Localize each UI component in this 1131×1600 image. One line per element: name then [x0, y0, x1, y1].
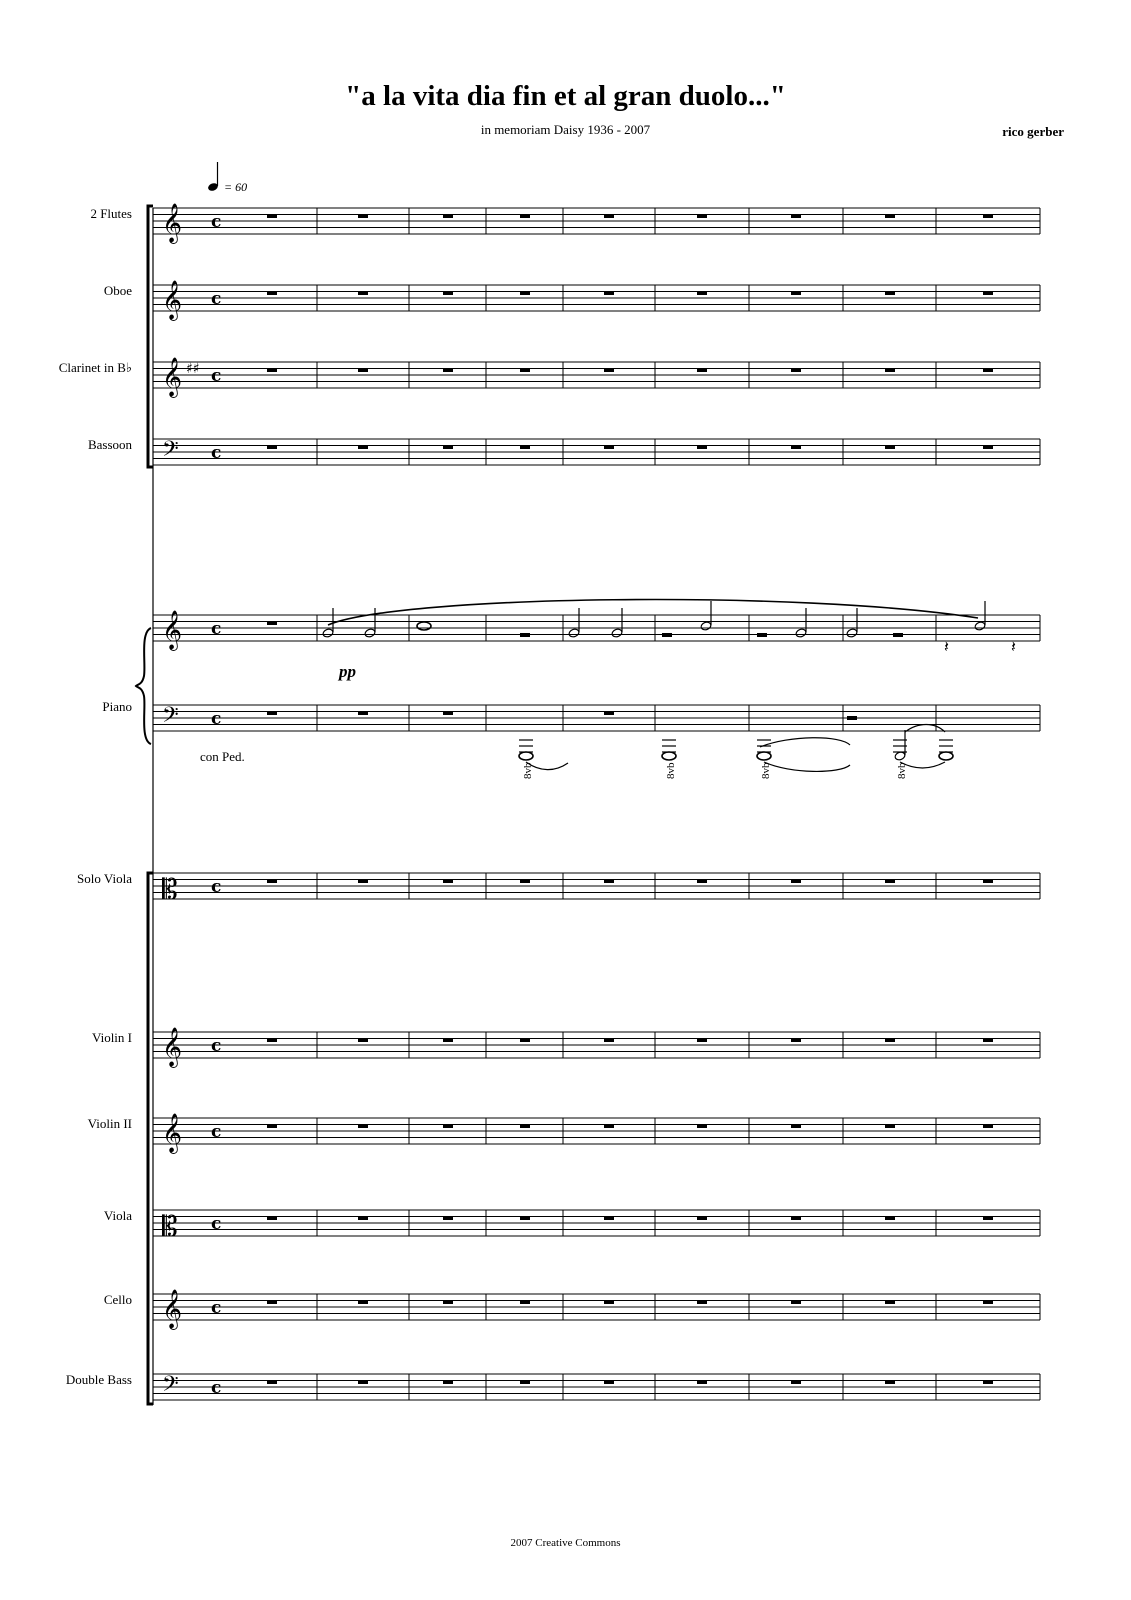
whole-rest-icon	[267, 214, 277, 218]
woodwind-bracket	[148, 206, 153, 467]
svg-text:8vb: 8vb	[665, 762, 677, 779]
whole-rest-icon	[358, 1216, 368, 1220]
whole-rest-icon	[358, 1300, 368, 1304]
whole-rest-icon	[791, 1038, 801, 1042]
whole-rest-icon	[358, 368, 368, 372]
staff	[153, 1372, 1040, 1402]
whole-rest-icon	[604, 1124, 614, 1128]
common-time-icon: c	[211, 1036, 222, 1056]
svg-text:8vb: 8vb	[522, 762, 534, 779]
whole-rest-icon	[267, 879, 277, 883]
instrument-label: Cello	[103, 1292, 132, 1307]
whole-rest-icon	[443, 1216, 453, 1220]
whole-rest-icon	[983, 1216, 993, 1220]
whole-rest-icon	[267, 1038, 277, 1042]
whole-rest-icon	[697, 1216, 707, 1220]
whole-rest-icon	[885, 1216, 895, 1220]
whole-rest-icon	[697, 1124, 707, 1128]
common-time-icon: c	[211, 619, 222, 639]
whole-rest-icon	[697, 214, 707, 218]
key-signature-icon: ♯♯	[186, 361, 200, 377]
staff	[153, 610, 1040, 651]
instrument-label: Solo Viola	[77, 871, 132, 886]
whole-rest-icon	[604, 291, 614, 295]
whole-rest-icon	[267, 1124, 277, 1128]
whole-rest-icon	[604, 1300, 614, 1304]
staff	[153, 280, 1040, 321]
whole-rest-icon	[520, 214, 530, 218]
whole-rest-icon	[520, 1216, 530, 1220]
whole-rest-icon	[443, 1380, 453, 1384]
whole-rest-icon	[791, 291, 801, 295]
instrument-label: Clarinet in B♭	[58, 360, 132, 375]
instrument-label: Bassoon	[87, 437, 132, 452]
whole-rest-icon	[358, 1380, 368, 1384]
whole-rest-icon	[267, 445, 277, 449]
whole-rest-icon	[791, 1124, 801, 1128]
staff	[153, 1289, 1040, 1330]
whole-rest-icon	[604, 445, 614, 449]
whole-rest-icon	[791, 1216, 801, 1220]
common-time-icon: c	[211, 443, 222, 463]
treble-clef-icon: 𝄞	[162, 610, 183, 650]
common-time-icon: c	[211, 212, 222, 232]
whole-rest-icon	[983, 291, 993, 295]
whole-rest-icon	[267, 1216, 277, 1220]
score-subtitle: in memoriam Daisy 1936 - 2007	[480, 122, 651, 137]
whole-rest-icon	[885, 1300, 895, 1304]
whole-rest-icon	[267, 368, 277, 372]
whole-rest-icon	[983, 1300, 993, 1304]
common-time-icon: c	[211, 1122, 222, 1142]
whole-rest-icon	[604, 711, 614, 715]
tempo-marking	[207, 162, 247, 194]
whole-rest-icon	[604, 1216, 614, 1220]
whole-rest-icon	[520, 291, 530, 295]
whole-rest-icon	[983, 214, 993, 218]
whole-rest-icon	[983, 1124, 993, 1128]
whole-rest-icon	[520, 445, 530, 449]
whole-rest-icon	[358, 1038, 368, 1042]
alto-clef-icon: 𝄡	[162, 1210, 178, 1243]
whole-rest-icon	[791, 445, 801, 449]
whole-rest-icon	[267, 1300, 277, 1304]
whole-rest-icon	[443, 291, 453, 295]
whole-rest-icon	[443, 445, 453, 449]
whole-rest-icon	[443, 879, 453, 883]
staff	[153, 703, 1040, 733]
whole-rest-icon	[885, 368, 895, 372]
staff	[153, 437, 1040, 467]
svg-text:8vb: 8vb	[896, 762, 908, 779]
svg-text:8vb: 8vb	[760, 762, 772, 779]
treble-clef-icon: 𝄞	[162, 203, 183, 243]
piano-left-hand-notes	[519, 716, 953, 779]
composer-name: rico gerber	[1002, 124, 1064, 139]
treble-clef-icon: 𝄞	[162, 1027, 183, 1067]
treble-clef-icon: 𝄞	[162, 1113, 183, 1153]
whole-rest-icon	[443, 1038, 453, 1042]
whole-rest-icon	[983, 1380, 993, 1384]
common-time-icon: c	[211, 1298, 222, 1318]
whole-rest-icon	[885, 1124, 895, 1128]
common-time-icon: c	[211, 366, 222, 386]
whole-rest-icon	[358, 1124, 368, 1128]
instrument-label: 2 Flutes	[90, 206, 132, 221]
whole-rest-icon	[791, 368, 801, 372]
whole-rest-icon	[604, 1380, 614, 1384]
whole-rest-icon	[791, 879, 801, 883]
instrument-label: Violin I	[91, 1030, 132, 1045]
instrument-label: Oboe	[103, 283, 132, 298]
whole-rest-icon	[604, 368, 614, 372]
whole-rest-icon	[604, 1038, 614, 1042]
strings-bracket	[148, 873, 153, 1404]
piano-brace	[136, 628, 151, 744]
whole-rest-icon	[604, 214, 614, 218]
whole-rest-icon	[697, 445, 707, 449]
score-title: "a la vita dia fin et al gran duolo..."	[345, 80, 786, 112]
whole-rest-icon	[443, 711, 453, 715]
staff	[153, 1113, 1040, 1154]
treble-clef-icon: 𝄞	[162, 1289, 183, 1329]
staff	[153, 873, 1040, 906]
instrument-label: Double Bass	[65, 1372, 132, 1387]
bass-clef-icon: 𝄢	[162, 437, 179, 467]
whole-rest-icon	[791, 214, 801, 218]
whole-rest-icon	[267, 291, 277, 295]
whole-rest-icon	[520, 1124, 530, 1128]
whole-rest-icon	[604, 879, 614, 883]
svg-text:𝄽: 𝄽	[944, 637, 949, 656]
piano-dynamic: pp	[339, 662, 356, 681]
whole-rest-icon	[983, 1038, 993, 1042]
instrument-label: Violin II	[87, 1116, 132, 1131]
whole-rest-icon	[697, 1300, 707, 1304]
whole-rest-icon	[520, 879, 530, 883]
staff	[153, 203, 1040, 244]
instrument-label: Piano	[102, 699, 132, 714]
staff	[153, 1027, 1040, 1068]
whole-rest-icon	[885, 879, 895, 883]
whole-rest-icon	[983, 368, 993, 372]
whole-rest-icon	[983, 445, 993, 449]
whole-rest-icon	[520, 1038, 530, 1042]
whole-rest-icon	[443, 1124, 453, 1128]
common-time-icon: c	[211, 709, 222, 729]
whole-rest-icon	[358, 291, 368, 295]
whole-rest-icon	[791, 1300, 801, 1304]
whole-rest-icon	[520, 1300, 530, 1304]
whole-rest-icon	[885, 291, 895, 295]
whole-rest-icon	[885, 445, 895, 449]
whole-rest-icon	[443, 214, 453, 218]
tempo-value: = 60	[224, 180, 248, 194]
whole-rest-icon	[983, 879, 993, 883]
treble-clef-icon: 𝄞	[162, 357, 183, 397]
common-time-icon: c	[211, 289, 222, 309]
whole-rest-icon	[697, 291, 707, 295]
whole-rest-icon	[697, 1038, 707, 1042]
treble-clef-icon: 𝄞	[162, 280, 183, 320]
common-time-icon: c	[211, 877, 222, 897]
piano-rests	[520, 633, 1016, 656]
whole-rest-icon	[885, 214, 895, 218]
instrument-label: Viola	[103, 1208, 132, 1223]
whole-rest-icon	[443, 1300, 453, 1304]
whole-rest-icon	[358, 711, 368, 715]
whole-rest-icon	[267, 711, 277, 715]
common-time-icon: c	[211, 1378, 222, 1398]
whole-rest-icon	[697, 879, 707, 883]
bass-clef-icon: 𝄢	[162, 1372, 179, 1402]
whole-rest-icon	[443, 368, 453, 372]
whole-rest-icon	[358, 879, 368, 883]
whole-rest-icon	[697, 1380, 707, 1384]
whole-rest-icon	[520, 368, 530, 372]
whole-rest-icon	[358, 445, 368, 449]
svg-text:𝄽: 𝄽	[1011, 637, 1016, 656]
piano-right-hand-notes	[322, 600, 986, 639]
footer-license: 2007 Creative Commons	[510, 1537, 621, 1549]
whole-rest-icon	[520, 1380, 530, 1384]
whole-rest-icon	[791, 1380, 801, 1384]
staff	[153, 357, 1040, 398]
whole-rest-icon	[358, 214, 368, 218]
whole-rest-icon	[697, 368, 707, 372]
pedal-marking: con Ped.	[200, 749, 245, 764]
alto-clef-icon: 𝄡	[162, 873, 178, 906]
whole-rest-icon	[267, 1380, 277, 1384]
staff	[153, 1210, 1040, 1243]
whole-rest-icon	[885, 1038, 895, 1042]
bass-clef-icon: 𝄢	[162, 703, 179, 733]
whole-rest-icon	[267, 621, 277, 625]
whole-rest-icon	[885, 1380, 895, 1384]
common-time-icon: c	[211, 1214, 222, 1234]
